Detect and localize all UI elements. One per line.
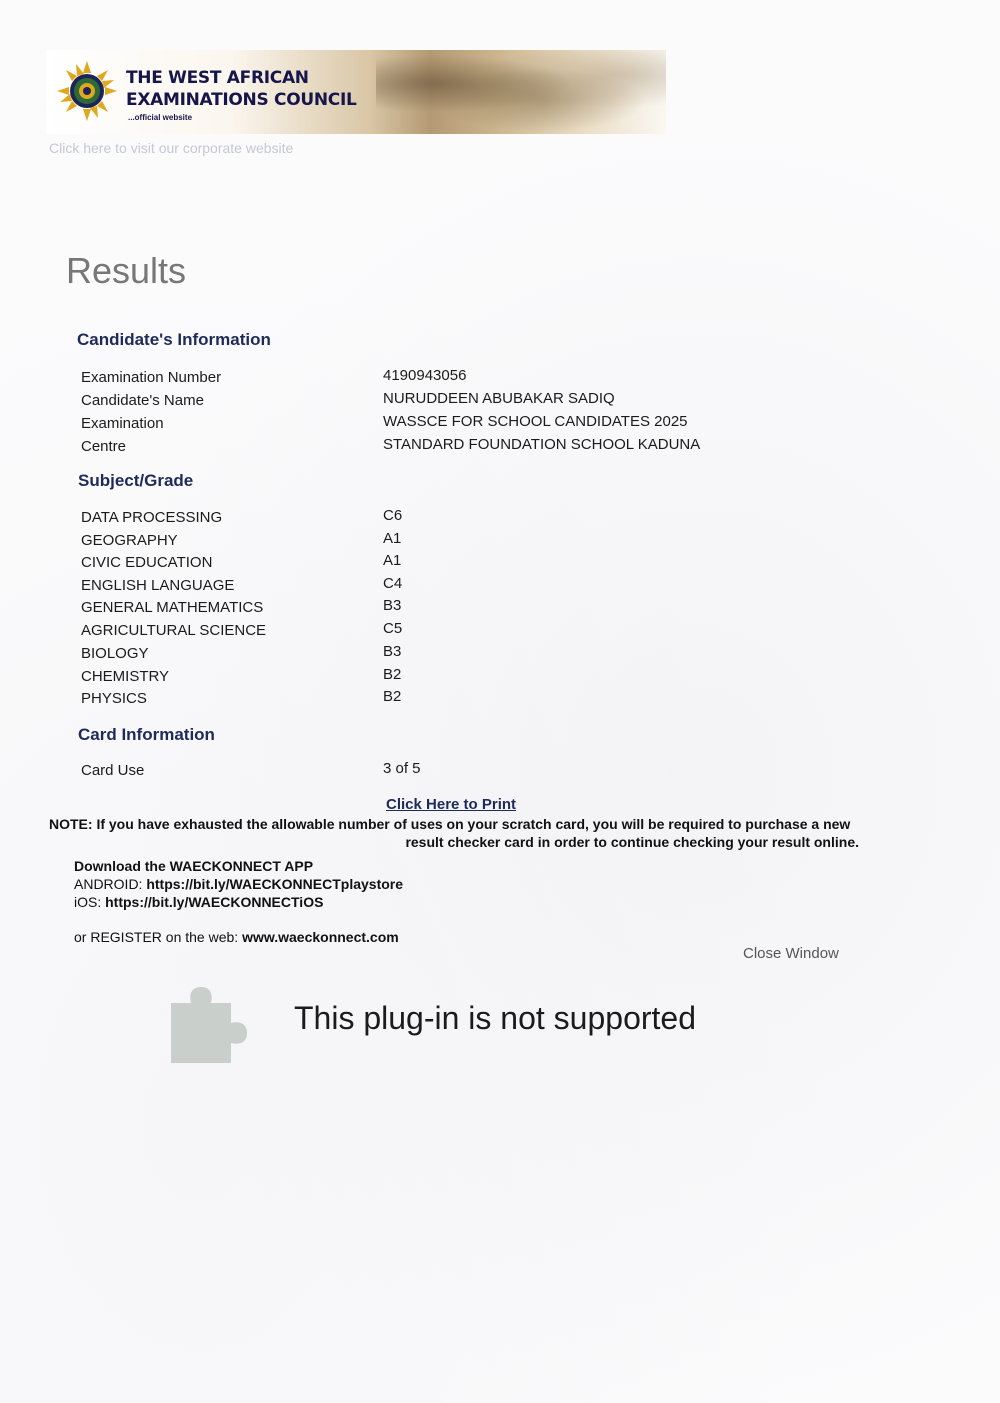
subject-grade: A1: [383, 530, 402, 547]
subject-name: GEOGRAPHY: [81, 532, 178, 549]
subject-grade: B2: [383, 666, 402, 683]
waec-logo-icon: [56, 60, 118, 122]
subject-name: GENERAL MATHEMATICS: [81, 599, 264, 616]
subject-grade: C4: [383, 575, 403, 592]
info-label: Examination Number: [81, 369, 222, 386]
subject-row: [81, 668, 781, 690]
candidate-info-row: [81, 369, 781, 391]
info-label: Centre: [81, 438, 127, 455]
info-value: WASSCE FOR SCHOOL CANDIDATES 2025: [383, 413, 688, 430]
subject-row: [81, 690, 781, 712]
register-label: or REGISTER on the web:: [74, 929, 243, 945]
candidate-info-row: [81, 438, 781, 460]
subject-name: AGRICULTURAL SCIENCE: [81, 622, 267, 639]
subject-grade: C6: [383, 507, 403, 524]
subject-grade: B2: [383, 688, 402, 705]
note-line1: If you have exhausted the allowable number of uses on your scratch card, you will be required to purchase a new: [92, 816, 851, 832]
android-row: [74, 875, 403, 893]
android-url[interactable]: https://bit.ly/WAECKONNECTplaystore: [146, 876, 404, 892]
subject-name: CIVIC EDUCATION: [81, 554, 213, 571]
subject-row: [81, 509, 781, 531]
banner-photo: [376, 50, 666, 134]
card-info-row: [81, 762, 781, 784]
page-title: Results: [66, 250, 187, 291]
puzzle-piece-icon: [163, 975, 261, 1067]
info-value: STANDARD FOUNDATION SCHOOL KADUNA: [383, 436, 701, 453]
subject-name: DATA PROCESSING: [81, 509, 223, 526]
organization-name: [126, 67, 366, 111]
subject-name: PHYSICS: [81, 690, 147, 707]
info-value: NURUDDEEN ABUBAKAR SADIQ: [383, 390, 615, 407]
app-download-info: [74, 857, 403, 911]
close-window-button[interactable]: Close Window: [743, 945, 839, 962]
organization-name-line1: THE WEST AFRICAN: [126, 68, 309, 88]
ios-label: iOS:: [74, 894, 106, 910]
ios-row: [74, 893, 403, 911]
android-label: ANDROID:: [74, 876, 147, 892]
info-label: Candidate's Name: [81, 392, 204, 409]
card-use-value: 3 of 5: [383, 760, 421, 777]
download-app-heading: Download the WAECKONNECT APP: [74, 858, 314, 874]
candidate-info-row: [81, 392, 781, 414]
subject-row: [81, 645, 781, 667]
note-label: NOTE:: [49, 816, 93, 832]
subject-name: ENGLISH LANGUAGE: [81, 577, 235, 594]
corporate-website-link[interactable]: Click here to visit our corporate website: [49, 140, 294, 156]
print-link[interactable]: Click Here to Print: [386, 796, 517, 813]
subject-grade: B3: [383, 597, 402, 614]
scratch-card-note: [49, 815, 859, 851]
candidate-info-heading: Candidate's Information: [77, 330, 271, 349]
register-web-row: [74, 929, 399, 945]
subject-name: CHEMISTRY: [81, 668, 170, 685]
subject-name: BIOLOGY: [81, 645, 149, 662]
organization-tagline: ...official website: [128, 113, 193, 122]
note-line2: result checker card in order to continue checking your result online.: [405, 834, 859, 850]
subject-row: [81, 577, 781, 599]
subject-row: [81, 532, 781, 554]
subject-grade-heading: Subject/Grade: [78, 471, 194, 490]
subject-grade: A1: [383, 552, 402, 569]
organization-name-line2: EXAMINATIONS COUNCIL: [126, 90, 357, 110]
subject-grade: C5: [383, 620, 403, 637]
plugin-unsupported-message: This plug-in is not supported: [294, 1000, 696, 1036]
candidate-info-row: [81, 415, 781, 437]
subject-row: [81, 622, 781, 644]
info-value: 4190943056: [383, 367, 467, 384]
subject-row: [81, 599, 781, 621]
register-url[interactable]: www.waeckonnect.com: [242, 929, 399, 945]
info-label: Examination: [81, 415, 164, 432]
subject-row: [81, 554, 781, 576]
header-banner: [46, 50, 666, 134]
subject-grade: B3: [383, 643, 402, 660]
card-use-label: Card Use: [81, 762, 145, 779]
ios-url[interactable]: https://bit.ly/WAECKONNECTiOS: [105, 894, 324, 910]
card-info-heading: Card Information: [78, 725, 215, 744]
